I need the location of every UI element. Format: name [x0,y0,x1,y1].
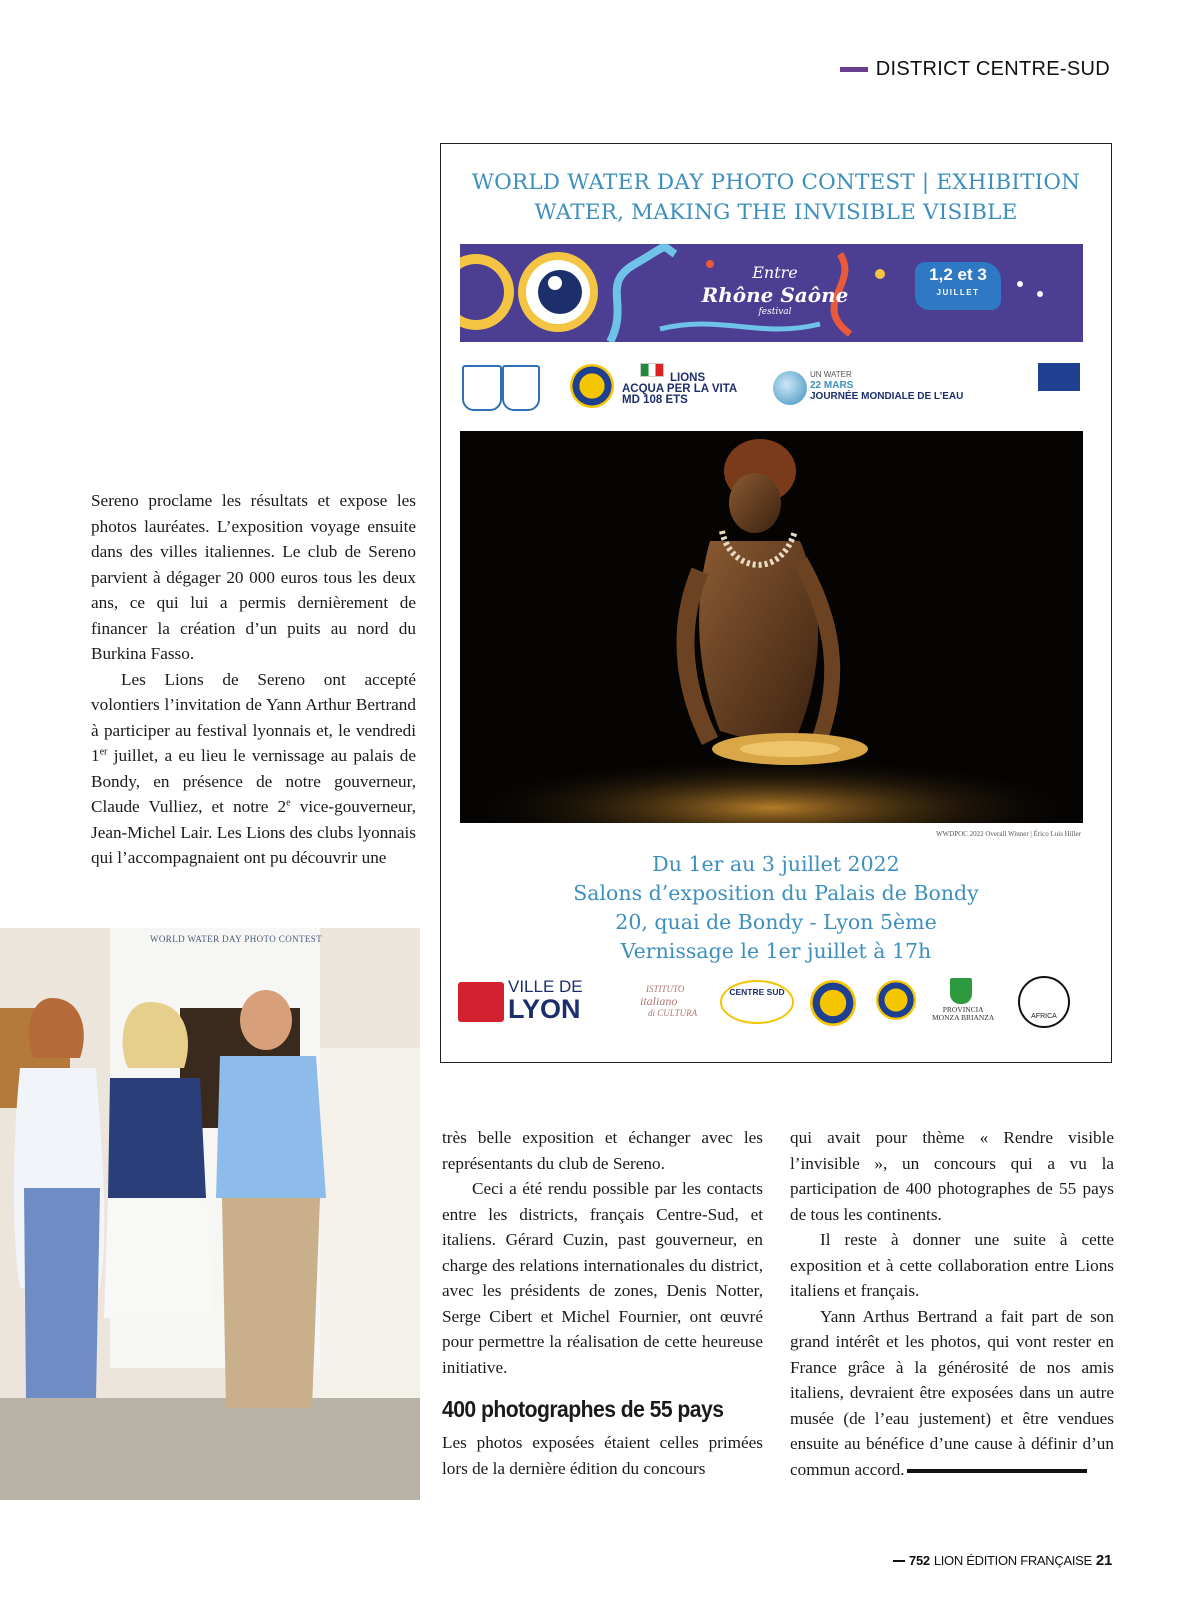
article-column-left [91,488,416,871]
info-line: Salons d’exposition du Palais de Bondy [573,881,979,905]
article-column-right [790,1125,1114,1482]
section-subheading: 400 photographes de 55 pays [442,1396,724,1422]
globe-icon [773,371,807,405]
info-line: Vernissage le 1er juillet à 17h [620,939,932,963]
photo-credit: WWDPOC 2022 Overall Winner | Érico Luis Hiller [935,830,1081,838]
superscript: e [286,797,291,809]
section-header [840,58,1110,81]
paragraph: qui avait pour thème « Rendre visible l’invisible », un concours qui a vu la participation de 400 photographes de 55 pays de tous les continents. [790,1128,1114,1224]
istituto-text: ISTITUTO [646,984,685,994]
banner-entre: Entre [752,263,798,282]
istituto-logo [626,984,697,1018]
ville-de-lyon-logo [508,978,583,1022]
banner-date: 1,2 et 3 [929,265,987,284]
exhibition-poster [440,143,1112,1063]
lions-text: LIONS [670,372,706,384]
text-run: Yann Arthus Bertrand a fait part de son grand intérêt et les photos, qui vont rester en France grâce à la générosité de nos amis italiens, devraient être exposées dans un autre musée (de l’eau justement) et être vendues ensuite au bénéfice d’une cause à définir d’un commun accord. [790,1306,1114,1479]
exhibition-info [441,850,1111,966]
lyon-lion-icon [458,982,504,1022]
paragraph: Il reste à donner une suite à cette exposition et à cette collaboration entre Lions italiens et français. [790,1230,1114,1300]
paragraph: très belle exposition et échanger avec les représentants du club de Sereno. [442,1128,763,1173]
provincia-logo [932,1006,994,1022]
visitors-illustration [0,928,420,1500]
section-title: DISTRICT CENTRE-SUD [875,58,1110,80]
festival-name [685,262,865,318]
woman-in-water-photo [460,431,1083,823]
paragraph [91,667,416,871]
africa-text: AFRICA [1031,1013,1057,1020]
partner-logo-row [460,361,1083,421]
istituto-text: di CULTURA [648,1008,698,1018]
info-line: Du 1er au 3 juillet 2022 [652,852,900,876]
article-end-rule [907,1469,1087,1473]
page-number: 21 [1095,1552,1112,1569]
publication-name: LION ÉDITION FRANÇAISE [933,1553,1092,1568]
lions-acqua-logo [622,373,737,406]
issue-number: 752 [909,1553,930,1568]
banner-date-badge [915,262,1001,310]
africa-circle-logo [1018,976,1070,1028]
provincia-shield-icon [950,978,972,1004]
poster-title-line: WATER, MAKING THE INVISIBLE VISIBLE [534,200,1018,225]
journee-text: JOURNÉE MONDIALE DE L’EAU [810,391,964,402]
footer-dash [893,1560,905,1562]
page-footer [893,1552,1112,1569]
poster-title [441,168,1111,228]
provincia-text: PROVINCIA [942,1005,984,1014]
exhibition-visitors-photo [0,928,420,1500]
paragraph [790,1304,1114,1483]
centre-sud-logo [720,980,794,1024]
festival-banner [460,244,1083,342]
lions-emblem [570,364,614,408]
banner-rhone-saone: Rhône Saône [701,283,849,307]
text-run: Les Lions de Sereno ont accepté volontiers l’invitation de Yann Arthur Bertrand à participer au festival lyonnais et, le vendredi 1 [91,669,416,765]
lyon-text: LYON [508,994,581,1024]
banner-festival: festival [758,307,792,317]
section-accent-bar [840,67,868,72]
provincia-text: MONZA BRIANZA [932,1013,995,1022]
text-run: juillet, a eu lieu le vernissage au palais de Bondy, en présence de notre gouverneur, Claude Vulliez, et notre 2 [91,746,416,816]
lions-emblem [810,980,856,1026]
lions-emblem [876,980,916,1020]
poster-title-line: WORLD WATER DAY PHOTO CONTEST | EXHIBITION [471,170,1081,195]
eu-flag-icon [1038,363,1080,391]
info-line: 20, quai de Bondy - Lyon 5ème [615,910,937,934]
paragraph: Sereno proclame les résultats et expose les photos lauréates. L’exposition voyage ensuite dans des villes italiennes. Le club de Sereno parvient à dégager 20 000 euros tous les deux ans, ce qui lui a permis dernièrement de financer la création d’un puits au nord du Burkina Fasso. [91,491,416,663]
ville-de-text: VILLE DE [508,977,583,996]
banner-month: JUILLET [936,288,980,297]
paragraph: Les photos exposées étaient celles primées lors de la dernière édition du concours [442,1433,763,1478]
un-water-text: UN WATER [810,370,852,379]
paragraph: Ceci a été rendu possible par les contacts entre les districts, français Centre-Sud, et italiens. Gérard Cuzin, past gouverneur, en charge des relations internationales du district, avec les présidents de zones, Denis Notter, Serge Cibert et Michel Fournier, ont œuvré pour permettre la réalisation de cette heureuse initiative. [442,1179,763,1377]
text-run: vice-gouverneur, Jean-Michel Lair. Les Lions des clubs lyonnais qui l’accompagnaient ont pu découvrir une [91,797,416,867]
shield-logo [502,365,540,411]
centre-sud-text: CENTRE SUD [729,987,785,997]
un-water-logo [810,369,963,402]
mars-text: 22 MARS [810,380,854,391]
contest-winning-photo [460,431,1083,823]
shield-logo [462,365,502,411]
photo-sign-title: WORLD WATER DAY PHOTO CONTEST [150,934,323,944]
istituto-text: italiano [640,994,678,1008]
md-text: MD 108 ETS [622,394,688,406]
article-column-middle [442,1125,763,1481]
superscript: er [99,746,108,758]
sponsor-logo-row [458,976,1098,1038]
acqua-text: ACQUA PER LA VITA [622,383,738,395]
